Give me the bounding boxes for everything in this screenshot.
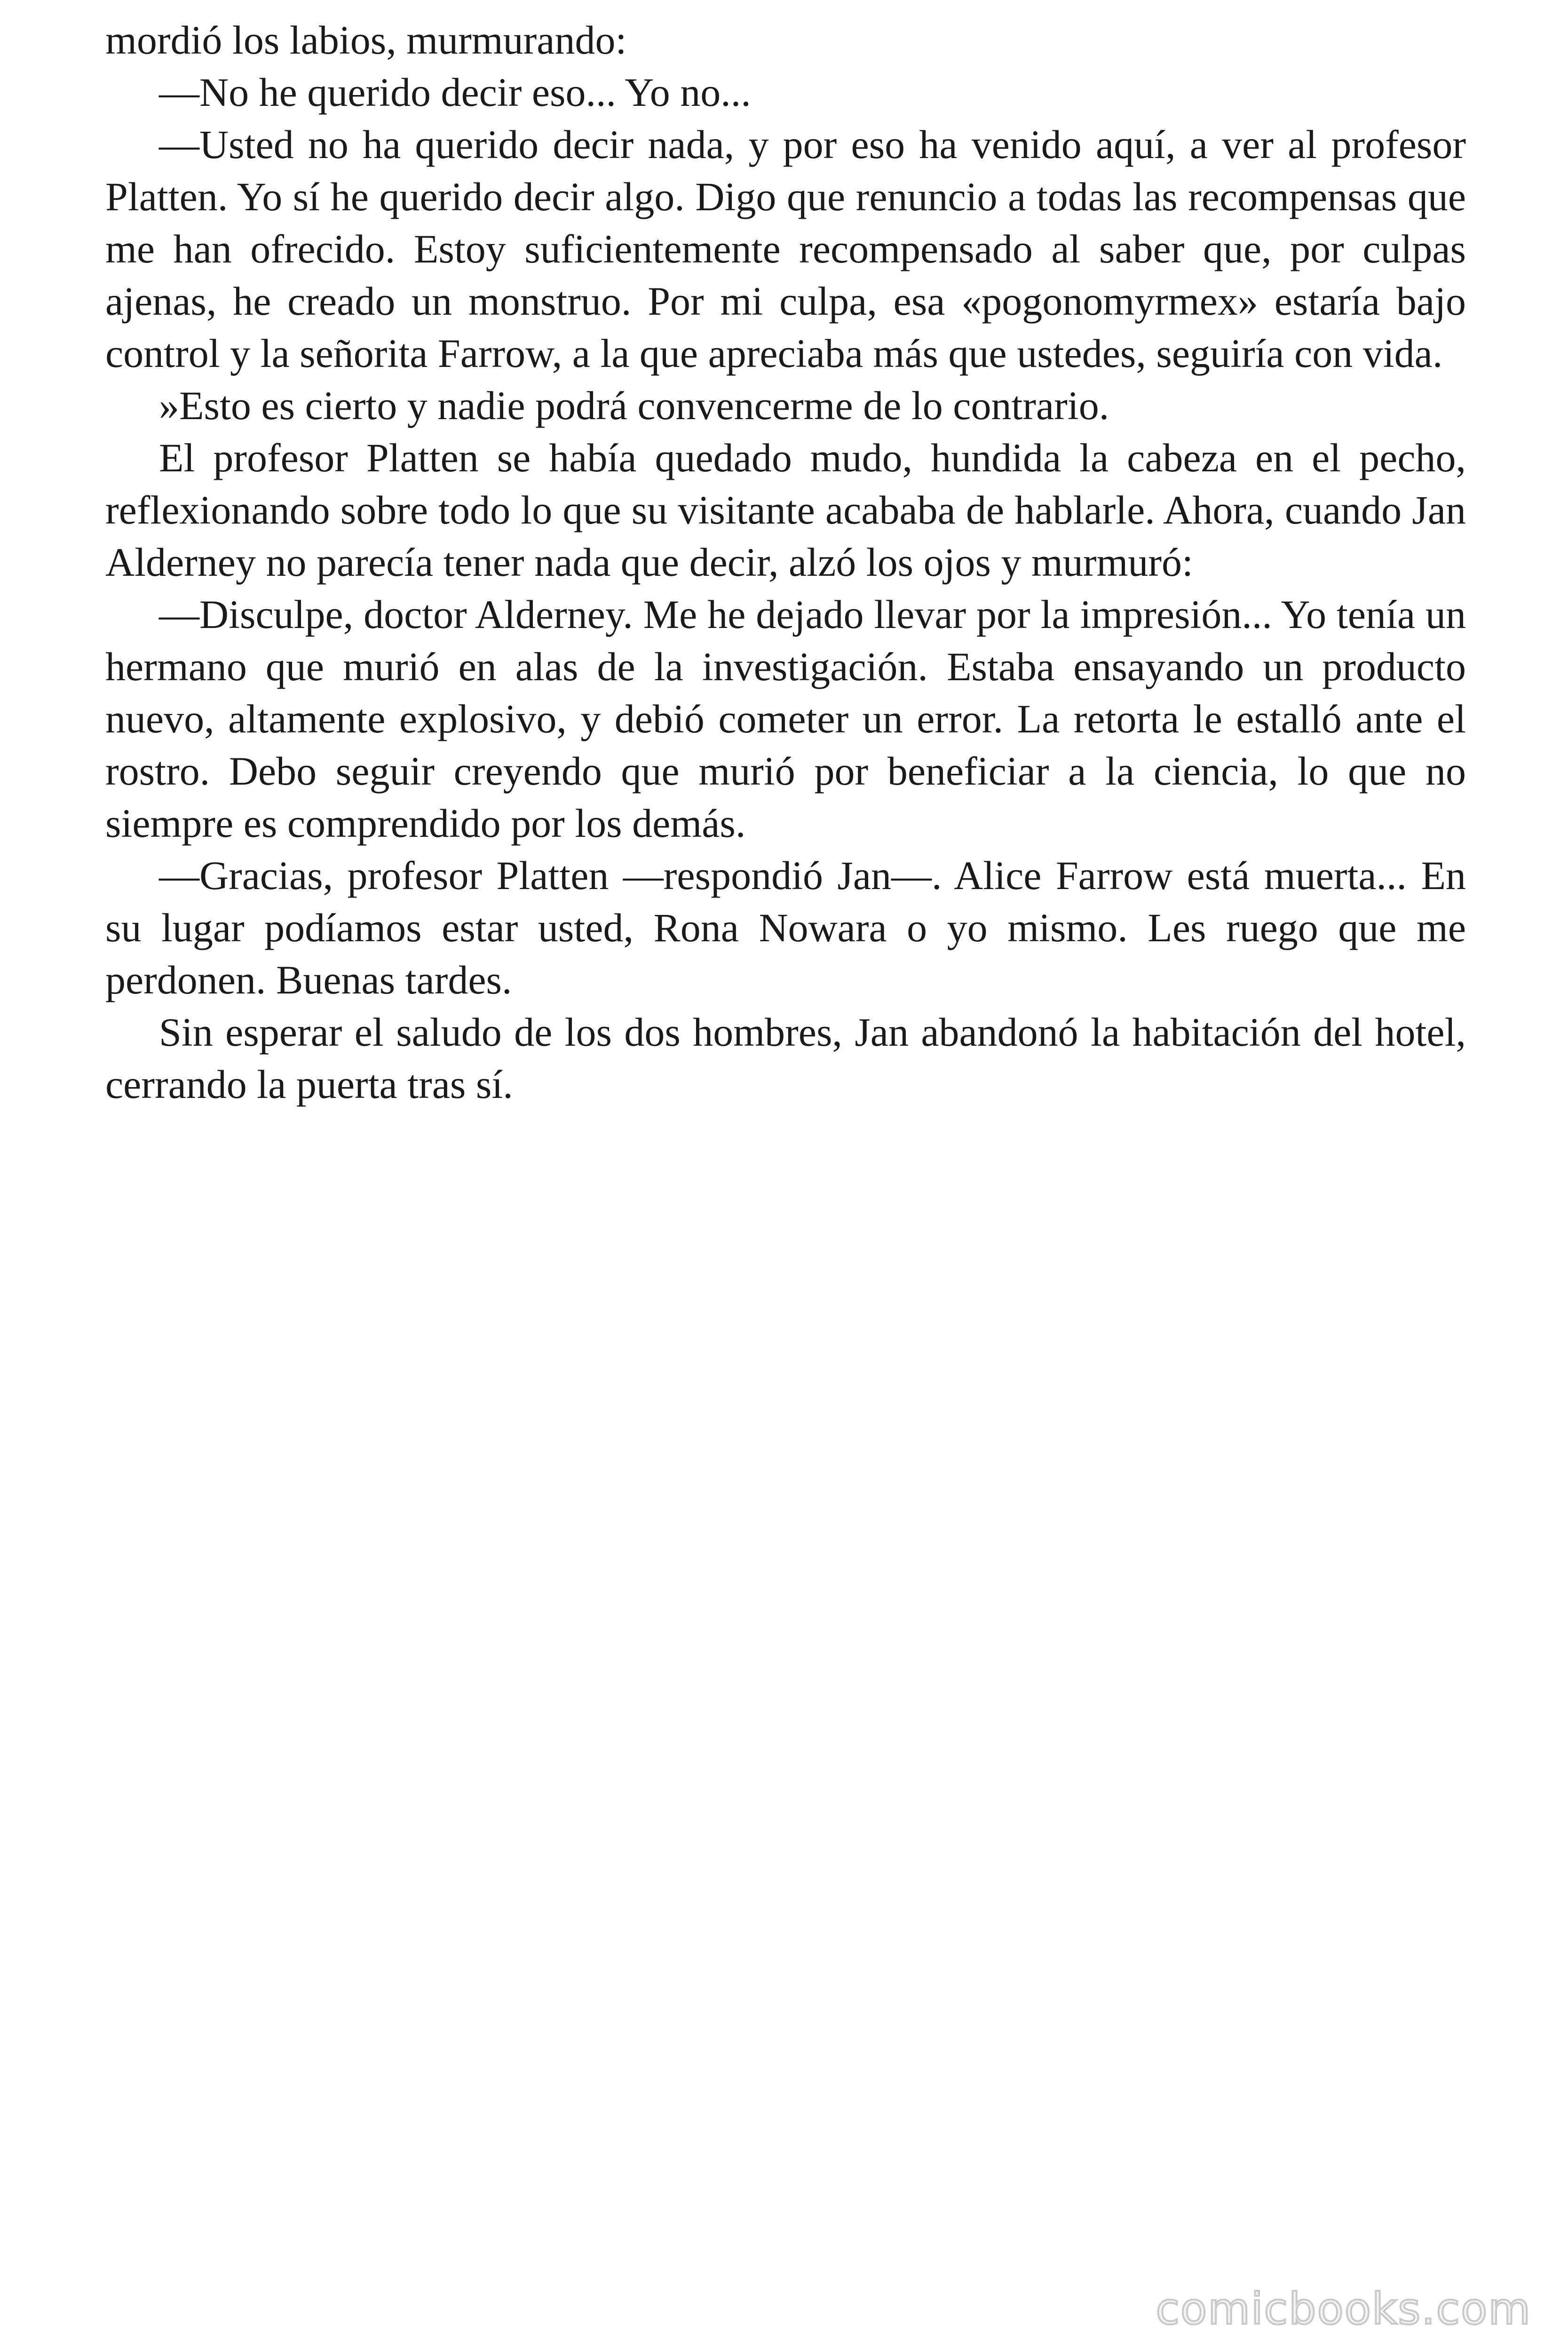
paragraph-dialogue: —Gracias, profesor Platten —respondió Jan—. Alice Farrow está muerta... En su lugar podíamos estar usted, Rona Nowara o yo mismo. Les ruego que me perdonen. Buenas tardes. bbox=[105, 853, 1466, 1002]
watermark: comicbooks.com bbox=[1156, 2284, 1531, 2334]
page-text bbox=[105, 14, 1466, 1111]
paragraph-narration: Sin esperar el saludo de los dos hombres, Jan abandonó la habitación del hotel, cerrando la puerta tras sí. bbox=[105, 1009, 1466, 1107]
paragraph-dialogue: —No he querido decir eso... Yo no... bbox=[159, 70, 751, 115]
paragraph-continuation: mordió los labios, murmurando: bbox=[105, 17, 627, 63]
paragraph-dialogue: »Esto es cierto y nadie podrá convencerme de lo contrario. bbox=[159, 383, 1109, 428]
paragraph-narration: El profesor Platten se había quedado mudo, hundida la cabeza en el pecho, reflexionando sobre todo lo que su visitante acababa de hablarle. Ahora, cuando Jan Alderney no parecía tener nada que decir, alzó los ojos y murmuró: bbox=[105, 435, 1466, 585]
paragraph-dialogue: —Disculpe, doctor Alderney. Me he dejado llevar por la impresión... Yo tenía un hermano que murió en alas de la investigación. Estaba ensayando un producto nuevo, altamente explosivo, y debió cometer un error. La retorta le estalló ante el rostro. Debo seguir creyendo que murió por beneficiar a la ciencia, lo que no siempre es comprendido por los demás. bbox=[105, 592, 1466, 846]
paragraph-dialogue: —Usted no ha querido decir nada, y por eso ha venido aquí, a ver al profesor Platten. Yo sí he querido decir algo. Digo que renuncio a todas las recompensas que me han ofrecido. Estoy suficientemente recompensado al saber que, por culpas ajenas, he creado un monstruo. Por mi culpa, esa «pogonomyrmex» estaría bajo control y la señorita Farrow, a la que apreciaba más que ustedes, seguiría con vida. bbox=[105, 122, 1466, 376]
